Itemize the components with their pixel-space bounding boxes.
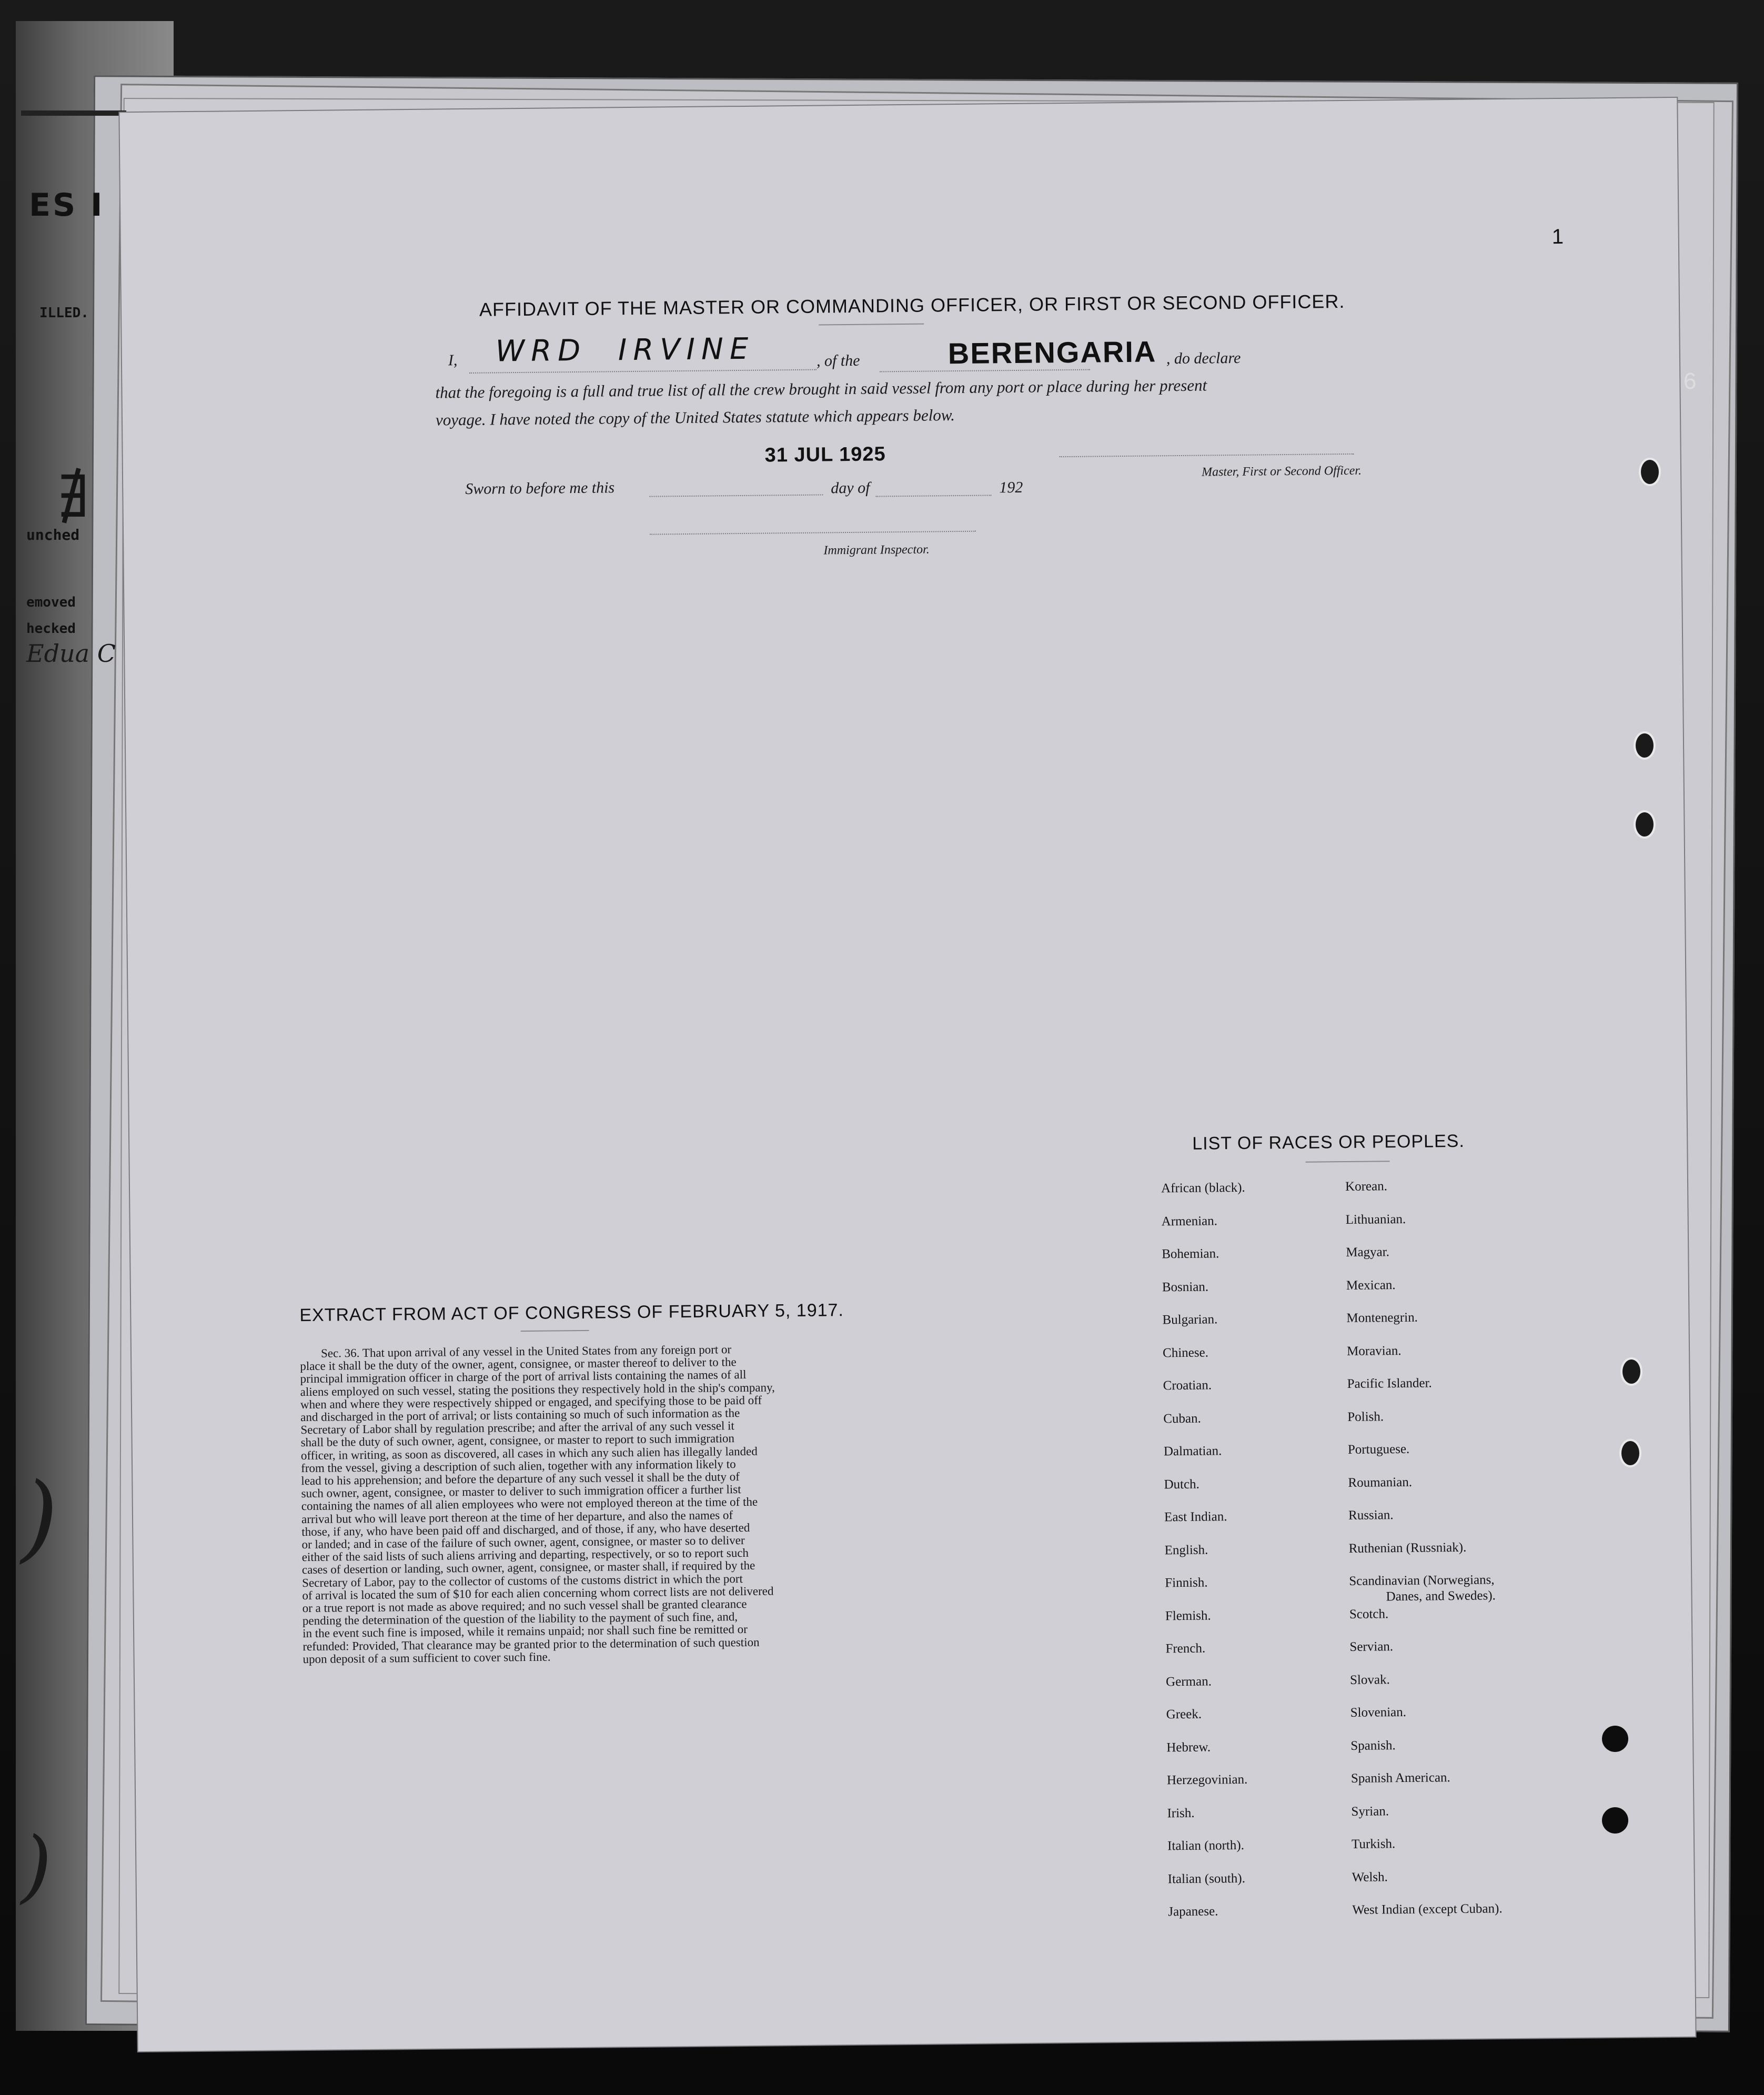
race-item: Montenegrin. — [1346, 1310, 1418, 1326]
binder-hole — [1619, 1439, 1641, 1467]
edge-handwritten-mark: ∄ — [58, 463, 89, 530]
affidavit-prefix: I, — [448, 351, 458, 369]
sworn-month-line — [875, 495, 991, 497]
race-item: Chinese. — [1162, 1345, 1209, 1360]
edge-removed-fragment: emoved — [26, 595, 76, 610]
race-item: Slovak. — [1349, 1672, 1390, 1687]
edge-checked-fragment: hecked — [26, 621, 76, 637]
race-item: Italian (south). — [1167, 1871, 1246, 1886]
race-item: Flemish. — [1165, 1608, 1211, 1623]
extract-line: or landed; and in case of the failure of such owner, agent, consignee, or master so to deliver — [301, 1534, 745, 1552]
inspector-caption: Immigrant Inspector. — [823, 542, 930, 558]
edge-handwritten-loop: ) — [21, 1463, 58, 1573]
binder-hole — [1634, 731, 1656, 760]
officer-name-handwritten: WRD IRVINE — [495, 331, 755, 369]
extract-line: lead to his apprehension; and before the departure of any such vessel it shall be the duty of — [301, 1470, 740, 1488]
edge-punched-fragment: unched — [26, 526, 80, 543]
extract-line: arrival but who will leave port thereon at the time of her departure, and also the names of — [301, 1508, 733, 1526]
extract-line: refunded: Provided, That clearance may be granted prior to the determination of such question — [303, 1635, 760, 1653]
affidavit-title: AFFIDAVIT OF THE MASTER OR COMMANDING OFFICER, OR FIRST OR SECOND OFFICER. — [479, 290, 1345, 320]
race-item: Dalmatian. — [1163, 1444, 1222, 1459]
race-item: Moravian. — [1346, 1343, 1402, 1358]
race-item: Turkish. — [1351, 1837, 1396, 1851]
sworn-label: Sworn to before me this — [465, 479, 615, 498]
race-item: Scotch. — [1349, 1606, 1389, 1621]
extract-line: shall be the duty of such owner, agent, consignee, or master to report to such immigration — [300, 1432, 735, 1449]
vessel-name-stamp: BERENGARIA — [947, 335, 1157, 370]
day-of-label: day of — [831, 479, 870, 497]
document-page — [119, 98, 1695, 2051]
race-item: Japanese. — [1168, 1904, 1218, 1919]
extract-line: Secretary of Labor, pay to the collector of customs of the customs district in which the port — [302, 1572, 743, 1589]
race-item: Portuguese. — [1347, 1442, 1410, 1457]
extract-body — [300, 1342, 908, 1666]
extract-line: principal immigration officer in charge of the port of arrival lists containing the names of all — [300, 1368, 747, 1386]
race-item: Slovenian. — [1350, 1705, 1407, 1720]
affidavit-of-the: , of the — [816, 351, 860, 370]
right-edge-mark: 6 — [1684, 368, 1697, 394]
extract-title-rule — [521, 1330, 589, 1332]
extract-line: and discharged in the port of arrival; or lists containing so much of such information as the — [300, 1406, 740, 1424]
race-item: Polish. — [1347, 1409, 1384, 1424]
race-item: Korean. — [1345, 1179, 1388, 1194]
race-item: Greek. — [1166, 1707, 1202, 1722]
race-item: Croatian. — [1163, 1378, 1212, 1393]
race-item: Ruthenian (Russniak). — [1348, 1540, 1467, 1556]
race-item: Danes, and Swedes). — [1386, 1588, 1496, 1604]
extract-line: Secretary of Labor shall by regulation prescribe; and after the arrival of any such vessel it — [300, 1419, 735, 1437]
edge-header-rule — [21, 110, 126, 116]
race-item: Irish. — [1167, 1806, 1195, 1820]
extract-line: officer, in writing, as soon as discovered, all cases in which any such alien has illegally landed — [300, 1444, 758, 1462]
extract-line: or a true report is not made as above required; and no such vessel shall be granted clearance — [302, 1597, 747, 1615]
race-item: Roumanian. — [1348, 1475, 1413, 1490]
extract-line: cases of desertion or landing, such owner, agent, consignee, or master shall, if required by the — [301, 1559, 755, 1577]
race-item: Herzegovinian. — [1166, 1772, 1248, 1788]
extract-line: containing the names of all alien employees who were not employed thereon at the time of the — [301, 1495, 758, 1513]
extract-line: aliens employed on such vessel, stating the positions they respectively hold in the ship's company, — [300, 1381, 775, 1398]
race-item: Scandinavian (Norwegians, — [1349, 1573, 1495, 1588]
extract-line: those, if any, who have been paid off and discharged, and of those, if any, who have deserted — [301, 1520, 750, 1538]
extract-line: in the event such fine is imposed, while it remains unpaid; nor shall such fine be remitted or — [303, 1623, 748, 1640]
race-item: Finnish. — [1165, 1575, 1208, 1590]
affidavit-body-line-1: that the foregoing is a full and true list of all the crew brought in said vessel from any port or place during her present — [435, 376, 1207, 402]
extract-line: either of the said lists of such aliens arriving and departing, respectively, or so to report such — [301, 1546, 749, 1564]
extract-line: upon deposit of a sum sufficient to cover such fine. — [303, 1650, 551, 1666]
extract-line: when and where they were respectively shipped or engaged, and specifying those to be paid off — [300, 1393, 762, 1411]
race-item: Bosnian. — [1162, 1280, 1209, 1294]
race-item: Bulgarian. — [1162, 1312, 1218, 1327]
extract-line: such owner, agent, consignee, or master to deliver to such immigration officer a further list — [301, 1483, 741, 1500]
race-item: Spanish American. — [1350, 1770, 1450, 1786]
race-item: Welsh. — [1352, 1869, 1388, 1885]
extract-line: place it shall be the duty of the owner, agent, consignee, or master thereof to deliver to the — [300, 1355, 737, 1373]
races-left-column — [1161, 1180, 1369, 2023]
edge-handwritten-loop: ) — [21, 1820, 52, 1912]
race-item: Magyar. — [1346, 1245, 1390, 1260]
inspector-signature-line — [650, 531, 976, 535]
race-item: Dutch. — [1164, 1477, 1199, 1492]
officer-signature-line — [1060, 454, 1354, 457]
affidavit-body-line-2: voyage. I have noted the copy of the United States statute which appears below. — [435, 406, 955, 429]
race-item: West Indian (except Cuban). — [1352, 1901, 1503, 1917]
race-item: East Indian. — [1164, 1509, 1227, 1525]
edge-title-fragment: ES I — [29, 187, 105, 224]
races-right-column — [1345, 1177, 1616, 2021]
edge-signature-fragment: Edua C — [26, 639, 116, 668]
extract-line: Sec. 36. That upon arrival of any vessel in the United States from any foreign port or — [320, 1343, 732, 1360]
race-item: African (black). — [1161, 1180, 1245, 1196]
race-item: Bohemian. — [1162, 1246, 1219, 1262]
race-item: Syrian. — [1351, 1804, 1389, 1819]
race-item: Mexican. — [1346, 1277, 1396, 1293]
officer-caption: Master, First or Second Officer. — [1201, 464, 1362, 479]
race-item: Italian (north). — [1167, 1838, 1245, 1854]
year-prefix: 192 — [999, 478, 1023, 497]
affidavit-title-rule — [819, 324, 924, 326]
race-item: Spanish. — [1350, 1738, 1396, 1753]
sworn-day-line — [649, 494, 823, 497]
left-edge-fragments — [11, 0, 132, 2095]
race-item: Cuban. — [1163, 1411, 1201, 1426]
binder-hole — [1620, 1357, 1642, 1386]
race-item: English. — [1164, 1543, 1208, 1557]
race-item: French. — [1165, 1641, 1206, 1656]
race-item: German. — [1165, 1674, 1212, 1689]
extract-line: from the vessel, giving a description of such alien, together with any information likely to — [301, 1457, 736, 1475]
extract-line: pending the determination of the question of the liability to the payment of such fine, and, — [302, 1610, 738, 1628]
edge-killed-fragment: ILLED. — [39, 305, 89, 321]
page-number: 1 — [1551, 225, 1564, 249]
date-stamp: 31 JUL 1925 — [764, 443, 886, 467]
race-item: Pacific Islander. — [1347, 1376, 1432, 1392]
race-item: Servian. — [1349, 1639, 1394, 1654]
officer-name-line — [469, 369, 817, 374]
extract-title: EXTRACT FROM ACT OF CONGRESS OF FEBRUARY 5, 1917. — [299, 1300, 844, 1326]
binder-hole — [1634, 810, 1656, 839]
race-item: Armenian. — [1161, 1213, 1218, 1228]
race-item: Hebrew. — [1166, 1740, 1211, 1755]
binder-hole — [1602, 1807, 1628, 1834]
binder-hole — [1639, 458, 1661, 486]
races-title: LIST OF RACES OR PEOPLES. — [1192, 1131, 1465, 1154]
race-item: Russian. — [1348, 1508, 1394, 1523]
binder-hole — [1602, 1726, 1628, 1752]
affidavit-do-declare: , do declare — [1166, 349, 1241, 368]
extract-line: of arrival is located the sum of $10 for each alien concerning whom correct lists are not delivered — [302, 1584, 774, 1602]
race-item: Lithuanian. — [1345, 1212, 1406, 1227]
races-title-rule — [1306, 1161, 1390, 1163]
